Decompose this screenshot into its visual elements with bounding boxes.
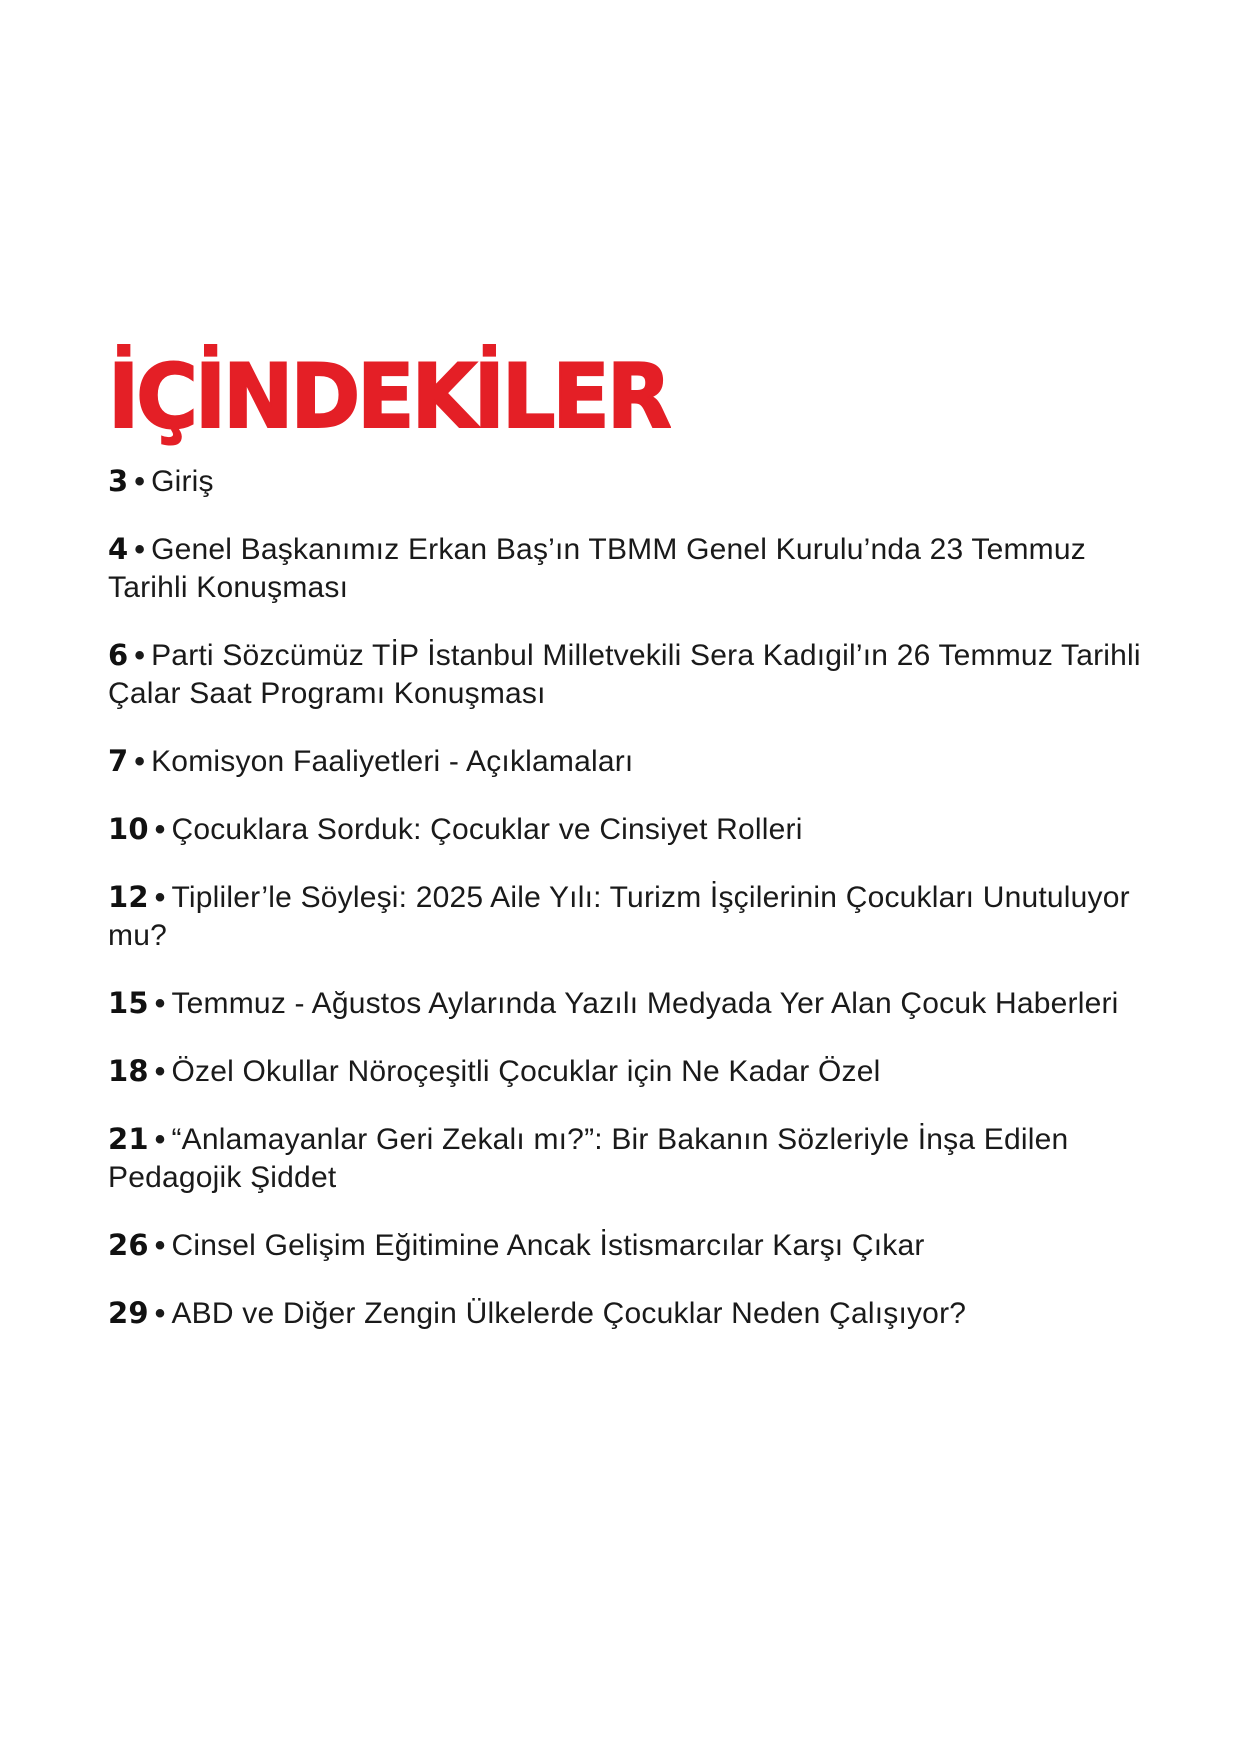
- toc-list: [108, 462, 1148, 1333]
- toc-item-title: Tipliler’le Söyleşi: 2025 Aile Yılı: Turizm İşçilerinin Çocukları Unutuluyor mu?: [108, 881, 1130, 952]
- bullet-icon: •: [154, 1229, 166, 1262]
- toc-item-title: Parti Sözcümüz TİP İstanbul Milletvekili Sera Kadıgil’ın 26 Temmuz Tarihli Çalar Saat Programı Konuşması: [108, 639, 1141, 710]
- bullet-icon: •: [154, 1055, 166, 1088]
- toc-item: [108, 636, 1148, 713]
- toc-item: [108, 1120, 1148, 1197]
- toc-item-title: Temmuz - Ağustos Aylarında Yazılı Medyada Yer Alan Çocuk Haberleri: [171, 987, 1119, 1020]
- toc-page-number: 21: [108, 1122, 149, 1156]
- bullet-icon: •: [134, 533, 146, 566]
- toc-item: [108, 1052, 1148, 1091]
- toc-page-number: 6: [108, 638, 129, 672]
- bullet-icon: •: [154, 987, 166, 1020]
- toc-item: [108, 530, 1148, 607]
- toc-item-title: Komisyon Faaliyetleri - Açıklamaları: [151, 745, 634, 778]
- toc-page-number: 4: [108, 532, 129, 566]
- toc-item: [108, 462, 1148, 501]
- toc-item-title: Çocuklara Sorduk: Çocuklar ve Cinsiyet Rolleri: [171, 813, 803, 846]
- toc-title: İÇİNDEKİLER: [108, 344, 669, 448]
- toc-page-number: 3: [108, 464, 129, 498]
- toc-item-title: Giriş: [151, 465, 214, 498]
- table-of-contents: [108, 346, 1148, 1362]
- bullet-icon: •: [134, 745, 146, 778]
- toc-item-title: Özel Okullar Nöroçeşitli Çocuklar için Ne Kadar Özel: [171, 1055, 881, 1088]
- toc-item: [108, 984, 1148, 1023]
- toc-page-number: 10: [108, 812, 149, 846]
- toc-page-number: 15: [108, 986, 149, 1020]
- toc-page-number: 7: [108, 744, 129, 778]
- bullet-icon: •: [154, 1123, 166, 1156]
- toc-item: [108, 878, 1148, 955]
- toc-item: [108, 1226, 1148, 1265]
- bullet-icon: •: [134, 639, 146, 672]
- bullet-icon: •: [154, 813, 166, 846]
- toc-item-title: “Anlamayanlar Geri Zekalı mı?”: Bir Bakanın Sözleriyle İnşa Edilen Pedagojik Şiddet: [108, 1123, 1069, 1194]
- toc-page-number: 12: [108, 880, 149, 914]
- toc-item-title: ABD ve Diğer Zengin Ülkelerde Çocuklar Neden Çalışıyor?: [171, 1297, 967, 1330]
- toc-item-title: Genel Başkanımız Erkan Baş’ın TBMM Genel Kurulu’nda 23 Temmuz Tarihli Konuşması: [108, 533, 1086, 604]
- bullet-icon: •: [134, 465, 146, 498]
- toc-page-number: 26: [108, 1228, 149, 1262]
- toc-item: [108, 1294, 1148, 1333]
- toc-item: [108, 810, 1148, 849]
- bullet-icon: •: [154, 881, 166, 914]
- toc-page-number: 18: [108, 1054, 149, 1088]
- toc-item: [108, 742, 1148, 781]
- bullet-icon: •: [154, 1297, 166, 1330]
- toc-item-title: Cinsel Gelişim Eğitimine Ancak İstismarcılar Karşı Çıkar: [171, 1229, 925, 1262]
- toc-page-number: 29: [108, 1296, 149, 1330]
